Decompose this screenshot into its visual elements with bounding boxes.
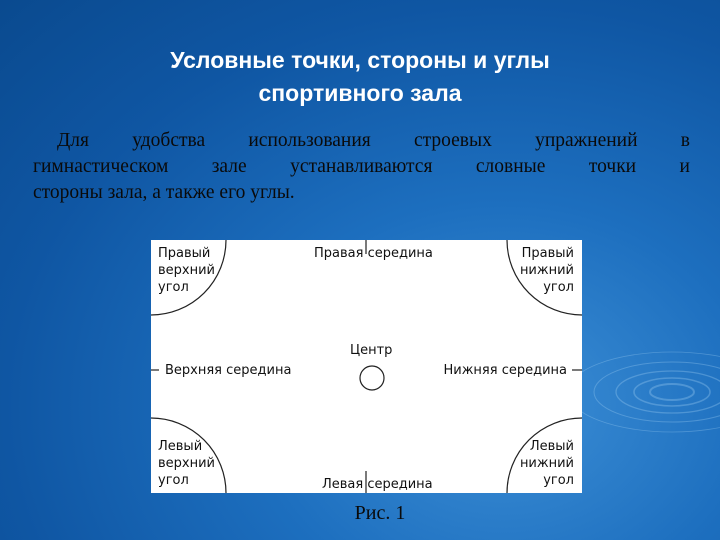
label-top-left-corner: Правый верхний угол [158,246,216,295]
label-bottom-middle: Левая середина [322,477,433,492]
paragraph-line-1: Для удобства использования строевых упражнений в [57,130,690,151]
slide-title-line-2: спортивного зала [258,80,462,106]
slide-title [60,44,660,110]
paragraph-line-3: стороны зала, а также его углы. [33,182,295,203]
label-top-middle: Правая середина [314,246,433,261]
label-center: Центр [350,343,393,358]
paragraph-line-2: гимнастическом зале устанавливаются словные точки и [33,156,690,177]
label-right-middle: Нижняя середина [443,363,567,378]
center-circle [360,366,384,390]
label-bottom-right-corner: Левый нижний угол [519,439,574,488]
figure-caption: Рис. 1 [354,502,406,524]
label-bottom-left-corner: Левый верхний угол [158,439,216,488]
label-left-middle: Верхняя середина [165,363,292,378]
label-top-right-corner: Правый нижний угол [519,246,574,295]
slide-title-line-1: Условные точки, стороны и углы [170,47,550,73]
gym-hall-diagram [151,240,582,493]
slide-paragraph [33,128,690,206]
